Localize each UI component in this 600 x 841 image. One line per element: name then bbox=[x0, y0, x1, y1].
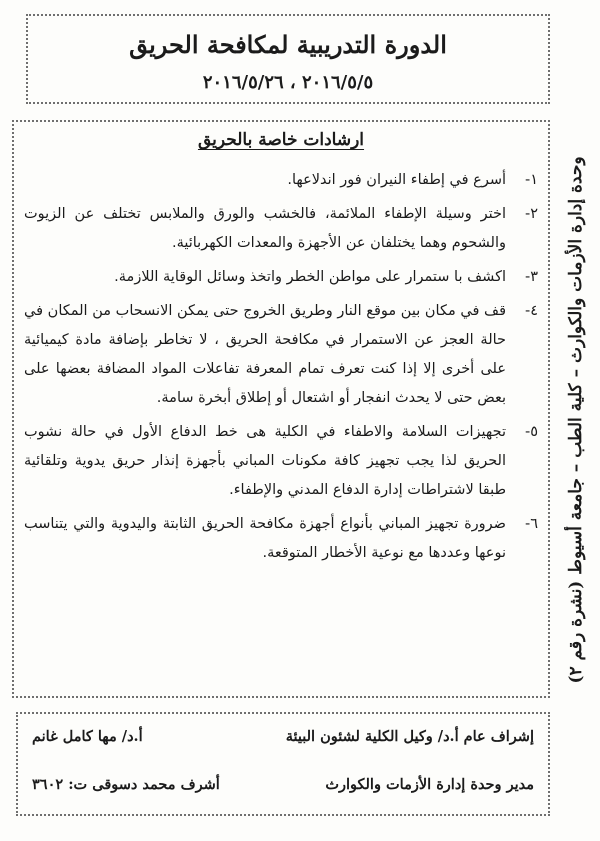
manager-name: أشرف محمد دسوقى ت: ٣٦٠٢ bbox=[32, 776, 220, 793]
list-item bbox=[24, 263, 538, 292]
section-heading bbox=[14, 130, 548, 150]
list-item bbox=[24, 166, 538, 195]
page-title: الدورة التدريبية لمكافحة الحريق bbox=[129, 30, 447, 59]
item-text: اكشف با ستمرار على مواطن الخطر واتخذ وسائل الوقاية اللازمة. bbox=[114, 269, 506, 285]
item-number: ٥- bbox=[524, 424, 538, 440]
header-box bbox=[26, 14, 550, 104]
item-text: أسرع في إطفاء النيران فور اندلاعها. bbox=[287, 172, 506, 188]
supervision-line bbox=[32, 728, 534, 745]
item-text: اختر وسيلة الإطفاء الملائمة، فالخشب والورق والملابس تختلف عن الزيوت والشحوم وهما يختلفان عن الأجهزة والمعدات الكهربائية. bbox=[24, 206, 506, 251]
supervisor-title: إشراف عام أ.د/ وكيل الكلية لشئون البيئة bbox=[285, 728, 534, 745]
item-text: تجهيزات السلامة والاطفاء في الكلية هى خط الدفاع الأول في حالة نشوب الحريق لذا يجب تجهيز كافة مكونات المباني بأجهزة إنذار حريق يدوية وتلقائية طبقا لاشتراطات إدارة الدفاع المدني والإطفاء. bbox=[24, 424, 506, 498]
item-number: ٤- bbox=[524, 303, 538, 319]
instructions-box bbox=[12, 120, 550, 698]
instructions-list bbox=[24, 166, 538, 573]
item-number: ٦- bbox=[524, 516, 538, 532]
item-text: ضرورة تجهيز المباني بأنواع أجهزة مكافحة الحريق الثابتة واليدوية والتي يتناسب نوعها وعددها مع نوعية الأخطار المتوقعة. bbox=[24, 516, 506, 561]
item-number: ٢- bbox=[524, 206, 538, 222]
list-item bbox=[24, 297, 538, 413]
section-heading-text: ارشادات خاصة بالحريق bbox=[197, 130, 365, 150]
manager-title: مدير وحدة إدارة الأزمات والكوارث bbox=[325, 776, 534, 793]
manager-line bbox=[32, 776, 534, 793]
item-number: ٣- bbox=[524, 269, 538, 285]
supervisor-name: أ.د/ مها كامل غانم bbox=[32, 728, 143, 745]
footer-box bbox=[16, 712, 550, 816]
course-dates: ٢٠١٦/٥/٥ ، ٢٠١٦/٥/٢٦ bbox=[202, 72, 374, 93]
list-item bbox=[24, 418, 538, 505]
list-item bbox=[24, 200, 538, 258]
item-number: ١- bbox=[524, 172, 538, 188]
list-item bbox=[24, 510, 538, 568]
item-text: قف في مكان بين موقع النار وطريق الخروج حتى يمكن الانسحاب من المكان في حالة العجز عن الاستمرار في مكافحة الحريق ، لا تخاطر بإضافة مادة كيميائية على أخرى إلا إذا كنت تعرف تمام المعرفة تفاعلات المواد المضافة بعضها على بعض حتى لا يحدث انفجار أو اشتعال أو إطلاق أبخرة سامة. bbox=[24, 303, 506, 406]
vertical-sidebar-label: وحدة إدارة الأزمات والكوارث – كلية الطب – جامعة أسيوط (نشرة رقم ٢) bbox=[566, 156, 586, 684]
